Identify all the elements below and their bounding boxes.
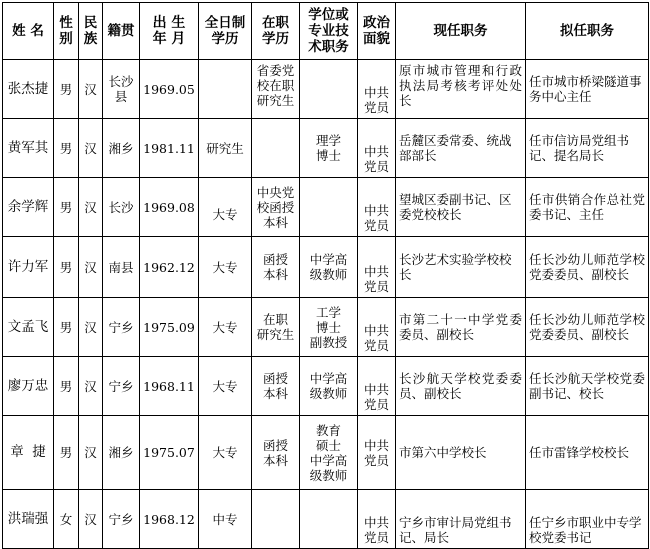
cell-proposed-post: 任长沙幼儿师范学校党委委员、副校长 (526, 298, 649, 357)
cell-degree: 理学 博士 (300, 119, 358, 178)
cell-gender: 男 (54, 178, 79, 237)
cell-ethnicity: 汉 (79, 298, 103, 357)
cell-fulltime-edu: 研究生 (199, 119, 252, 178)
cell-origin: 长沙 县 (103, 60, 140, 119)
cell-proposed-post: 任市供销合作总社党委书记、主任 (526, 178, 649, 237)
cell-degree: 中学高 级教师 (300, 357, 358, 416)
cell-current-post: 市第六中学校长 (396, 416, 526, 490)
cell-degree: 工学 博士 副教授 (300, 298, 358, 357)
cell-origin: 南县 (103, 237, 140, 298)
cell-proposed-post: 任宁乡市职业中专学校党委书记 (526, 490, 649, 549)
cell-gender: 男 (54, 298, 79, 357)
cell-gender: 男 (54, 60, 79, 119)
cell-fulltime-edu: 大专 (199, 298, 252, 357)
cell-origin: 宁乡 (103, 357, 140, 416)
cell-inservice-edu: 省委党 校在职 研究生 (252, 60, 300, 119)
cell-proposed-post: 任长沙航天学校党委副书记、校长 (526, 357, 649, 416)
cell-current-post: 长沙航天学校党委委员、副校长 (396, 357, 526, 416)
cell-proposed-post: 任市信访局党组书记、提名局长 (526, 119, 649, 178)
cell-fulltime-edu: 大专 (199, 178, 252, 237)
cell-inservice-edu: 在职 研究生 (252, 298, 300, 357)
cell-origin: 湘乡 (103, 416, 140, 490)
cell-fulltime-edu: 大专 (199, 416, 252, 490)
cell-birth: 1969.08 (140, 178, 199, 237)
table-row (3, 60, 649, 119)
cell-degree: 中学高 级教师 (300, 237, 358, 298)
cell-degree (300, 60, 358, 119)
cell-name: 洪瑞强 (3, 490, 54, 549)
cell-proposed-post: 任长沙幼儿师范学校党委委员、副校长 (526, 237, 649, 298)
header-name: 姓 名 (3, 3, 54, 60)
personnel-table-container (2, 2, 649, 549)
cell-origin: 湘乡 (103, 119, 140, 178)
cell-political: 中共 党员 (358, 178, 396, 237)
header-proposed-post: 拟任职务 (526, 3, 649, 60)
cell-gender: 男 (54, 237, 79, 298)
cell-ethnicity: 汉 (79, 490, 103, 549)
table-row (3, 178, 649, 237)
table-row (3, 416, 649, 490)
header-current-post: 现任职务 (396, 3, 526, 60)
cell-inservice-edu (252, 490, 300, 549)
cell-political: 中共 党员 (358, 490, 396, 549)
cell-current-post: 宁乡市审计局党组书记、局长 (396, 490, 526, 549)
cell-current-post: 望城区委副书记、区委党校校长 (396, 178, 526, 237)
cell-birth: 1962.12 (140, 237, 199, 298)
cell-political: 中共 党员 (358, 416, 396, 490)
cell-origin: 宁乡 (103, 490, 140, 549)
cell-name: 文孟飞 (3, 298, 54, 357)
cell-origin: 长沙 (103, 178, 140, 237)
cell-political: 中共 党员 (358, 237, 396, 298)
cell-ethnicity: 汉 (79, 357, 103, 416)
cell-proposed-post: 任市城市桥梁隧道事务中心主任 (526, 60, 649, 119)
table-row (3, 237, 649, 298)
cell-inservice-edu (252, 119, 300, 178)
cell-birth: 1968.11 (140, 357, 199, 416)
cell-current-post: 市第二十一中学党委委员、副校长 (396, 298, 526, 357)
cell-birth: 1975.09 (140, 298, 199, 357)
cell-political: 中共 党员 (358, 357, 396, 416)
cell-fulltime-edu: 中专 (199, 490, 252, 549)
cell-political: 中共 党员 (358, 298, 396, 357)
cell-degree (300, 178, 358, 237)
cell-proposed-post: 任市雷锋学校校长 (526, 416, 649, 490)
cell-ethnicity: 汉 (79, 60, 103, 119)
table-row (3, 119, 649, 178)
cell-current-post: 长沙艺术实验学校校长 (396, 237, 526, 298)
cell-name: 黄军其 (3, 119, 54, 178)
cell-fulltime-edu: 大专 (199, 357, 252, 416)
cell-fulltime-edu (199, 60, 252, 119)
header-degree: 学位或 专业技 术职务 (300, 3, 358, 60)
cell-name: 余学辉 (3, 178, 54, 237)
cell-inservice-edu: 函授 本科 (252, 237, 300, 298)
header-origin: 籍贯 (103, 3, 140, 60)
header-ethnicity: 民族 (79, 3, 103, 60)
header-birth: 出 生 年 月 (140, 3, 199, 60)
header-row (3, 3, 649, 60)
cell-gender: 男 (54, 357, 79, 416)
cell-gender: 男 (54, 416, 79, 490)
cell-inservice-edu: 函授 本科 (252, 357, 300, 416)
cell-inservice-edu: 中央党 校函授 本科 (252, 178, 300, 237)
cell-name: 廖万忠 (3, 357, 54, 416)
table-row (3, 298, 649, 357)
cell-current-post: 原市城市管理和行政执法局考核考评处处长 (396, 60, 526, 119)
cell-gender: 女 (54, 490, 79, 549)
personnel-table (2, 2, 649, 549)
cell-political: 中共 党员 (358, 60, 396, 119)
cell-ethnicity: 汉 (79, 237, 103, 298)
table-row (3, 490, 649, 549)
cell-inservice-edu: 函授 本科 (252, 416, 300, 490)
cell-name: 许力军 (3, 237, 54, 298)
cell-birth: 1969.05 (140, 60, 199, 119)
header-inservice-edu: 在职 学历 (252, 3, 300, 60)
cell-name: 张杰捷 (3, 60, 54, 119)
cell-ethnicity: 汉 (79, 178, 103, 237)
cell-birth: 1981.11 (140, 119, 199, 178)
cell-current-post: 岳麓区委常委、统战部部长 (396, 119, 526, 178)
cell-origin: 宁乡 (103, 298, 140, 357)
cell-name: 章 捷 (3, 416, 54, 490)
cell-ethnicity: 汉 (79, 119, 103, 178)
header-political: 政治 面貌 (358, 3, 396, 60)
cell-ethnicity: 汉 (79, 416, 103, 490)
cell-gender: 男 (54, 119, 79, 178)
header-fulltime-edu: 全日制 学历 (199, 3, 252, 60)
cell-degree: 教育 硕士 中学高 级教师 (300, 416, 358, 490)
header-gender: 性别 (54, 3, 79, 60)
cell-degree (300, 490, 358, 549)
table-row (3, 357, 649, 416)
cell-birth: 1975.07 (140, 416, 199, 490)
cell-political: 中共 党员 (358, 119, 396, 178)
cell-fulltime-edu: 大专 (199, 237, 252, 298)
cell-birth: 1968.12 (140, 490, 199, 549)
